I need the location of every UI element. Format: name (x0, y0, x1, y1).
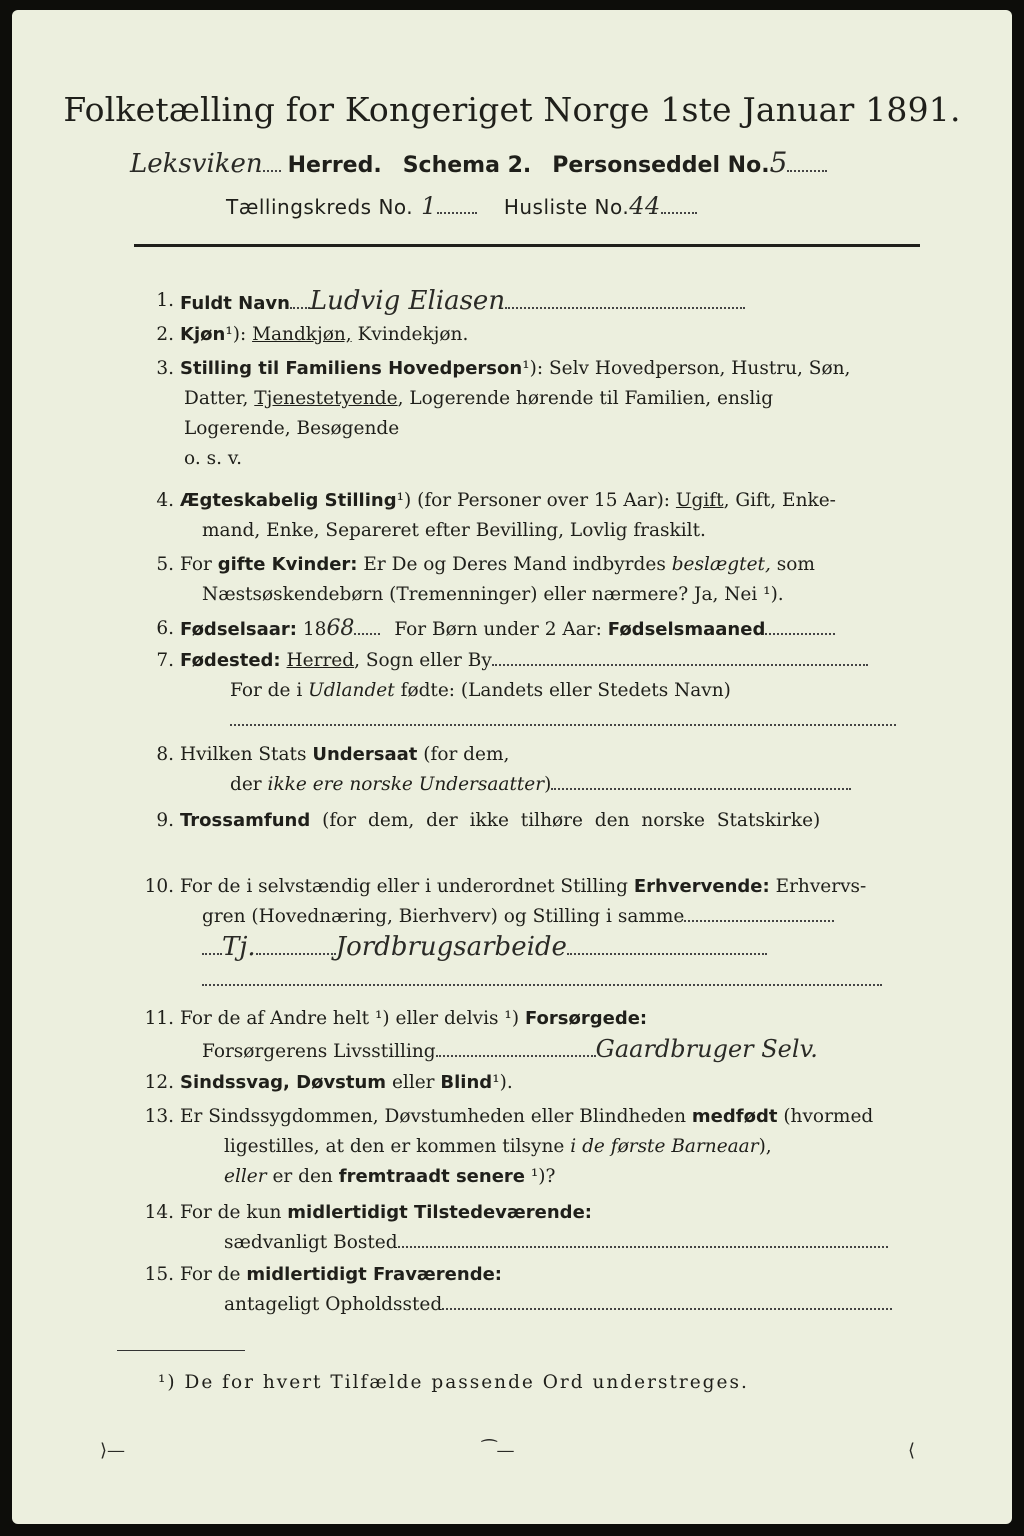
q12-label: Sindssvag, Døvstum (180, 1072, 387, 1093)
q1-handwritten: Ludvig Eliasen (309, 286, 506, 316)
q9-number: 9. (156, 810, 174, 831)
q6-label: Fødselsaar: (180, 619, 297, 640)
personseddel-handwritten: 5 (769, 146, 788, 179)
q11-line1a: For de af Andre helt ¹) eller delvis ¹) (180, 1008, 520, 1029)
kreds-label: Tællingskreds No. (226, 195, 414, 219)
q14-line1a: For de kun (180, 1202, 282, 1223)
q7-line2b: Udlandet (308, 680, 395, 701)
q10-handwritten-1: Tj. (222, 932, 256, 962)
q5-line1a: Er De og Deres Mand indbyrdes (363, 554, 666, 575)
q6-number: 6. (156, 618, 174, 639)
q6-prefix: 18 (302, 619, 327, 640)
q13-line3a: eller (224, 1166, 267, 1187)
husliste-label: Husliste No. (503, 195, 630, 219)
q3-label: Stilling til Familiens Hovedperson (180, 358, 523, 379)
q3-line4: o. s. v. (184, 448, 242, 469)
q7-line2c: fødte: (Landets eller Stedets Navn) (400, 680, 731, 701)
q8-line1b: (for dem, (423, 744, 510, 765)
q6-handwritten: 68 (326, 616, 355, 641)
q4-label: Ægteskabelig Stilling (180, 490, 397, 511)
q13-line3c: ¹)? (530, 1166, 556, 1187)
q11-line2: Forsørgerens Livsstilling (202, 1041, 436, 1062)
q6-label2: Fødselsmaaned (607, 619, 766, 640)
q12-mid: eller (391, 1072, 435, 1093)
q13-line2b: i de første Barneaar (570, 1136, 759, 1157)
q1-number: 1. (156, 290, 174, 311)
q13-line3b: er den (272, 1166, 333, 1187)
footnote: ¹) De for hvert Tilfælde passende Ord understreges. (158, 1372, 749, 1393)
q12-end: ¹). (492, 1072, 513, 1093)
q7-rest: , Sogn eller By (354, 650, 492, 671)
q11-number: 11. (144, 1008, 174, 1029)
q8-line2a: der (230, 774, 262, 795)
q2-option-mandkjon: Mandkjøn, (252, 324, 352, 345)
header-divider (134, 244, 920, 247)
q4-line2: mand, Enke, Separeret efter Bevilling, Lovlig fraskilt. (202, 520, 706, 541)
q3-line2c: , Logerende hørende til Familien, enslig (397, 388, 774, 409)
herred-handwritten: Leksviken (130, 149, 263, 179)
q13-label: medfødt (691, 1106, 778, 1127)
form-title: Folketælling for Kongeriget Norge 1ste Januar 1891. (63, 90, 961, 129)
herred-label: Herred. (287, 153, 382, 178)
footnote-rule (117, 1350, 245, 1351)
q2-option-kvindekjon: Kvindekjøn. (357, 324, 469, 345)
husliste-handwritten: 44 (629, 192, 661, 220)
q4-option-ugift: Ugift (675, 490, 724, 511)
q7-number: 7. (156, 650, 174, 671)
q7-label: Fødested: (180, 650, 281, 671)
q10-handwritten-2: Jordbrugsarbeide (335, 932, 567, 962)
q15-number: 15. (144, 1264, 174, 1285)
q14-number: 14. (144, 1202, 174, 1223)
q12-number: 12. (144, 1072, 174, 1093)
q13-line2c: ), (758, 1136, 772, 1157)
q13-line1b: (hvormed (783, 1106, 874, 1127)
q14-label: midlertidigt Tilstedeværende: (287, 1202, 592, 1223)
q6-mid: For Børn under 2 Aar: (394, 619, 602, 640)
header-row-kreds (226, 192, 697, 220)
q9-label: Trossamfund (180, 810, 311, 831)
q5-number: 5. (156, 554, 174, 575)
corner-mark-left: ⟩— (100, 1440, 126, 1461)
q15-line2: antageligt Opholdssted (224, 1294, 443, 1315)
q12-label2: Blind (440, 1072, 493, 1093)
q5-label: gifte Kvinder: (217, 554, 358, 575)
q10-line1a: For de i selvstændig eller i underordnet Stilling (180, 876, 628, 897)
q13-number: 13. (144, 1106, 174, 1127)
kreds-handwritten: 1 (421, 192, 437, 220)
q5-line1c: som (776, 554, 815, 575)
q9-rest: (for dem, der ikke tilhøre den norske Statskirke) (322, 810, 821, 831)
q3-option-tjenestetyende: Tjenestetyende (254, 388, 398, 409)
q3-line3: Logerende, Besøgende (184, 418, 400, 439)
q4-line1a: ¹) (for Personer over 15 Aar): (396, 490, 671, 511)
corner-mark-right: ⟨ (908, 1440, 916, 1461)
q8-label: Undersaat (312, 744, 418, 765)
schema-label: Schema 2. (402, 153, 532, 178)
q11-handwritten: Gaardbruger Selv. (595, 1035, 818, 1063)
q8-line2b: ikke ere norske Undersaatter (267, 774, 545, 795)
q2-number: 2. (156, 324, 174, 345)
q3-line1: ¹): Selv Hovedperson, Hustru, Søn, (522, 358, 851, 379)
q8-number: 8. (156, 744, 174, 765)
q11-label: Forsørgede: (524, 1008, 648, 1029)
q7-option-herred: Herred (286, 650, 355, 671)
q15-line1a: For de (180, 1264, 241, 1285)
q4-line1c: , Gift, Enke- (723, 490, 836, 511)
q14-line2: sædvanligt Bosted (224, 1232, 398, 1253)
q3-number: 3. (156, 358, 174, 379)
q8-line2c: ) (544, 774, 552, 795)
header-row-herred (130, 146, 827, 179)
q5-line1b: beslægtet, (671, 554, 771, 575)
q7-line2a: For de i (230, 680, 303, 701)
q10-label: Erhvervende: (633, 876, 770, 897)
q8-line1a: Hvilken Stats (180, 744, 307, 765)
q13-line1a: Er Sindssygdommen, Døvstumheden eller Blindheden (180, 1106, 687, 1127)
q2-sup: ¹): (225, 324, 247, 345)
q10-line1b: Erhvervs- (775, 876, 867, 897)
q1-label: Fuldt Navn (180, 293, 290, 314)
q15-label: midlertidigt Fraværende: (246, 1264, 502, 1285)
center-mark: ⁀— (482, 1440, 515, 1461)
census-form (12, 10, 1012, 1524)
q5-label-a: For (180, 554, 212, 575)
q10-number: 10. (144, 876, 174, 897)
personseddel-label: Personseddel No. (552, 153, 770, 178)
q4-number: 4. (156, 490, 174, 511)
q3-line2a: Datter, (184, 388, 249, 409)
q10-line2: gren (Hovednæring, Bierhverv) og Stilling i samme (202, 906, 685, 927)
q2-label: Kjøn (180, 324, 226, 345)
q13-label2: fremtraadt senere (338, 1166, 525, 1187)
q5-line2: Næstsøskendebørn (Tremenninger) eller nærmere? Ja, Nei ¹). (202, 584, 784, 605)
q13-line2a: ligestilles, at den er kommen tilsyne (224, 1136, 565, 1157)
